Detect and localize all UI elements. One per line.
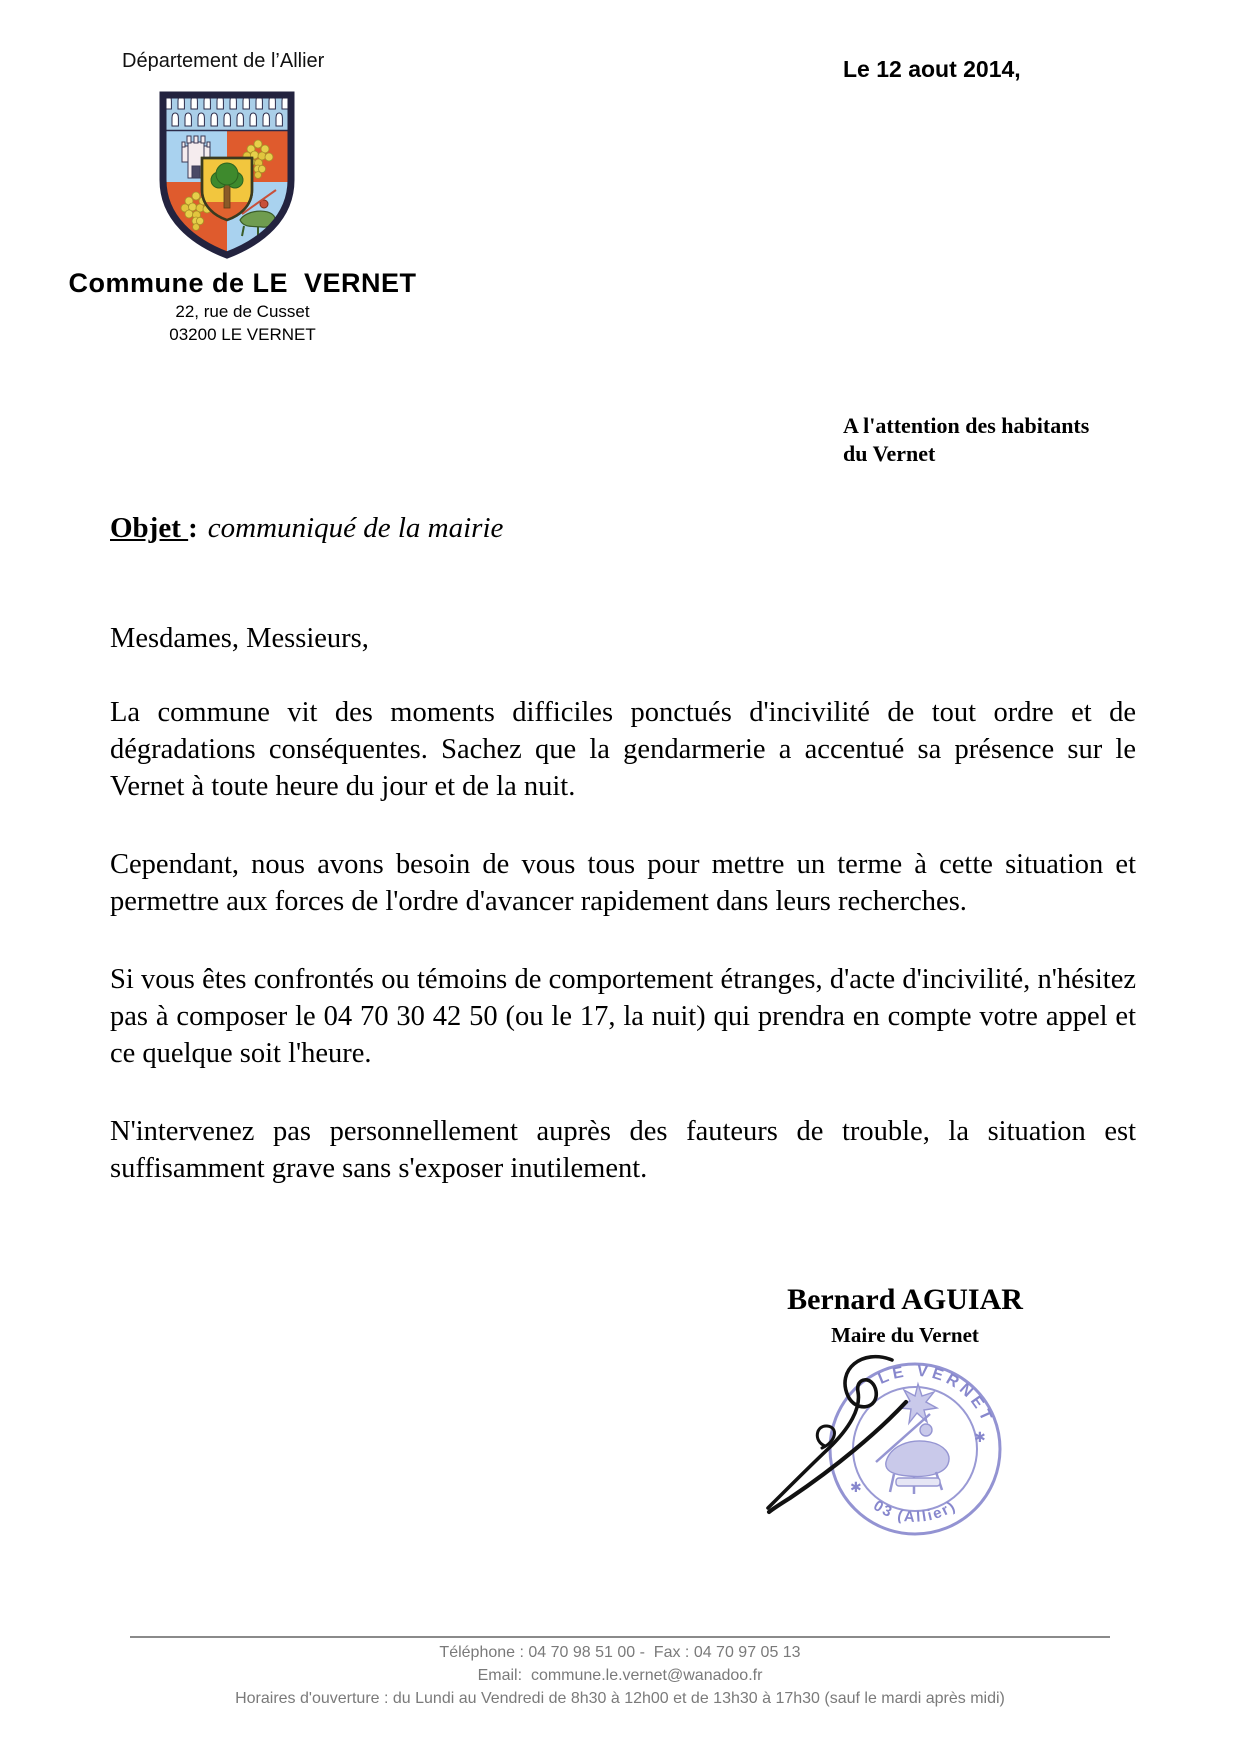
paragraph-1: La commune vit des moments difficiles ponctués d'incivilité de tout ordre et de dégradations conséquentes. Sachez que la gendarmerie a accentué sa présence sur le Vernet à toute heure du jour et de la nuit. bbox=[110, 697, 1136, 802]
seal-text-bottom: 03 (Allier) bbox=[870, 1497, 960, 1527]
subject-line bbox=[110, 512, 503, 545]
coat-of-arms-icon bbox=[158, 90, 296, 262]
paragraph-4: N'intervenez pas personnellement auprès des fauteurs de trouble, la situation est suffisamment grave sans s'exposer inutilement. bbox=[110, 1116, 1136, 1184]
letter-body bbox=[110, 620, 1136, 1228]
seal-emblem-icon bbox=[876, 1384, 949, 1494]
signer-title: Maire du Vernet bbox=[831, 1323, 979, 1347]
recipient-block bbox=[843, 412, 1089, 468]
footer-email: Email: commune.le.vernet@wanadoo.fr bbox=[477, 1667, 763, 1684]
commune-address-line2: 03200 LE VERNET bbox=[169, 325, 316, 344]
salutation: Mesdames, Messieurs, bbox=[110, 623, 369, 654]
commune-seal-and-signature bbox=[758, 1350, 1016, 1552]
subject-label: Objet bbox=[110, 512, 189, 544]
footer bbox=[130, 1641, 1110, 1710]
department-label: Département de l’Allier bbox=[122, 50, 325, 72]
recipient-line2: du Vernet bbox=[843, 441, 936, 466]
footer-hours: Horaires d'ouverture : du Lundi au Vendredi de 8h30 à 12h00 et de 13h30 à 17h30 (sauf le mardi après midi) bbox=[235, 1690, 1005, 1707]
subject-value: communiqué de la mairie bbox=[207, 512, 504, 544]
paragraph-3: Si vous êtes confrontés ou témoins de comportement étranges, d'acte d'incivilité, n'hésitez pas à composer le 04 70 30 42 50 (ou le 17, la nuit) qui prendra en compte votre appel et ce quelque soit l'heure. bbox=[110, 964, 1136, 1069]
recipient-line1: A l'attention des habitants bbox=[843, 413, 1090, 438]
paragraph-2: Cependant, nous avons besoin de vous tous pour mettre un terme à cette situation et permettre aux forces de l'ordre d'avancer rapidement dans leurs recherches. bbox=[110, 849, 1136, 917]
footer-phone-fax: Téléphone : 04 70 98 51 00 - Fax : 04 70 97 05 13 bbox=[439, 1644, 801, 1661]
commune-name: Commune de LE VERNET bbox=[68, 268, 417, 298]
signer-name: Bernard AGUIAR bbox=[787, 1283, 1023, 1316]
footer-divider bbox=[130, 1636, 1110, 1638]
svg-text:03 (Allier) bbox=[870, 1497, 959, 1526]
seal-text-top: LE VERNET bbox=[875, 1362, 997, 1427]
seal-star-right: ✱ bbox=[974, 1431, 986, 1446]
commune-address-line1: 22, rue de Cusset bbox=[175, 302, 310, 321]
seal-star-left: ✱ bbox=[850, 1481, 862, 1496]
signature-block bbox=[700, 1283, 1110, 1348]
subject-colon: : bbox=[188, 512, 198, 544]
letter-date: Le 12 aout 2014, bbox=[843, 56, 1021, 82]
